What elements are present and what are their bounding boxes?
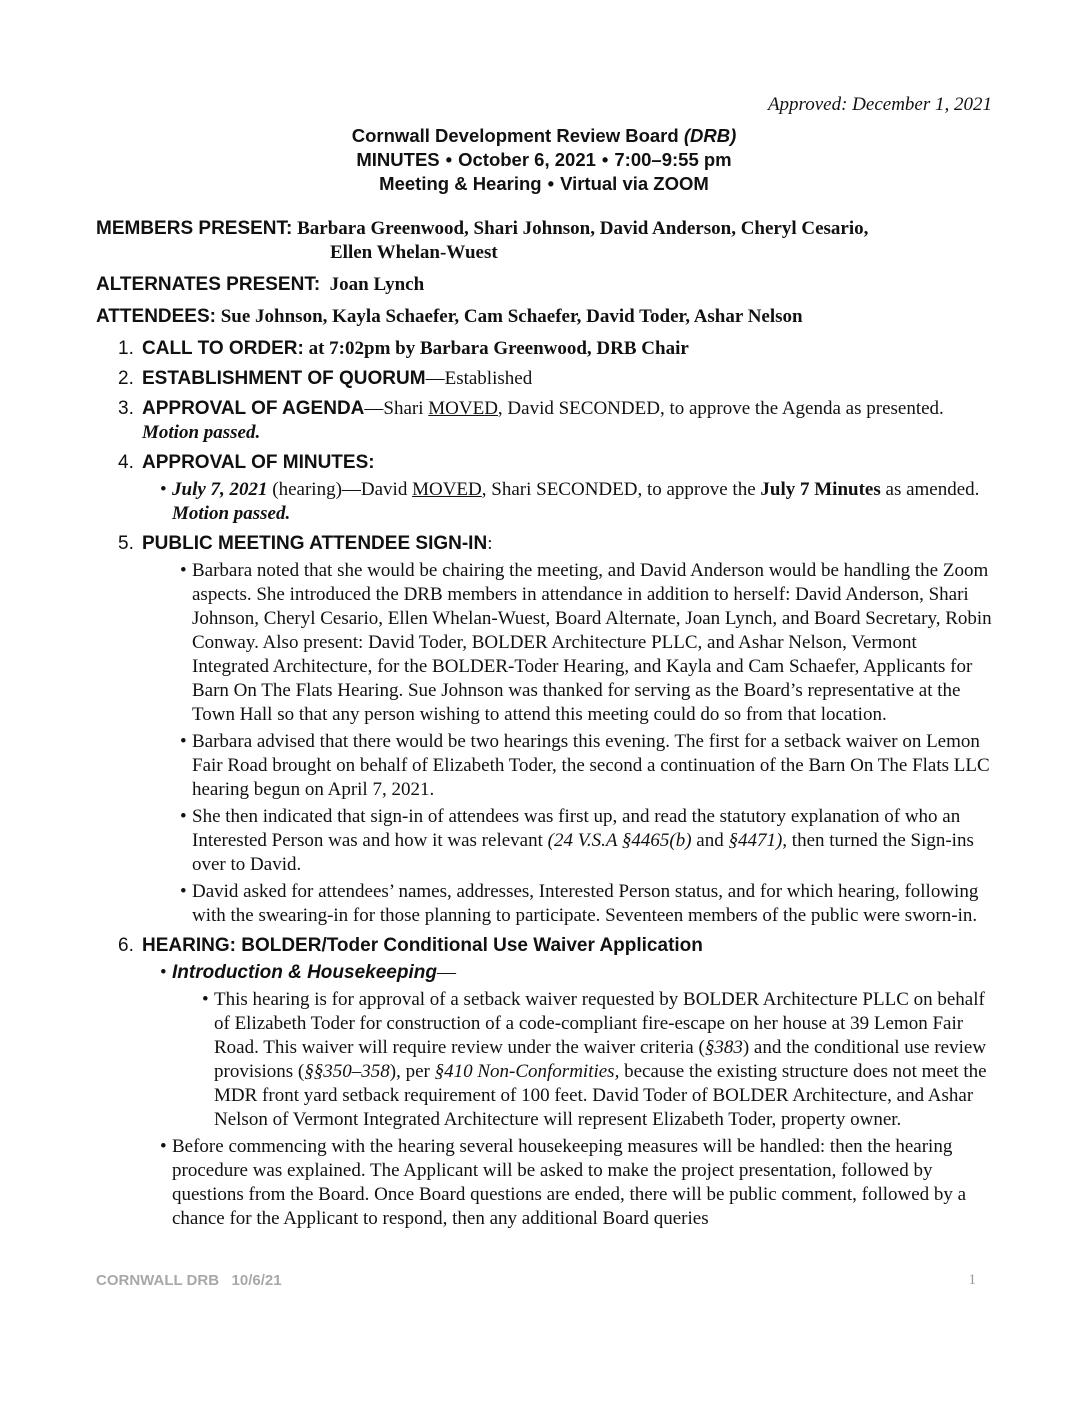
list-item: • She then indicated that sign-in of attendees was first up, and read the statutory explanation of who an Interested Person was and how it was relevant (24 V.S.A §4465(b) and §4471), then turned the Sign-ins over to David. [168, 805, 996, 877]
minutes-body [96, 217, 996, 1237]
title-line-3: Meeting & Hearing • Virtual via ZOOM [379, 173, 709, 194]
agenda-item-hearing: 6. HEARING: BOLDER/Toder Conditional Use Waiver Application • Introduction & Housekeeping— • This hearing is for approval of a setback waiver requested by BOLDER Architecture PLLC on behalf of Elizabeth Toder for construction of a code-compliant fire-escape on her house at 39 Lemon Fair Road. This waiver will require review under the waiver criteria (§383) and the conditional use review provisions (§§350–358), per §410 Non-Conformities, because the existing structure does not meet the MDR front yard setback requirement of 100 feet. David Toder of BOLDER Architecture, and Ashar Nelson of Vermont Integrated Architecture will represent Elizabeth Toder, property owner. • Before commencing with the hearing several housekeeping measures will be handled: then the hearing procedure was explained. The Applicant will be asked to make the project presentation, followed by questions from the Board. Once Board questions are ended, there will be public comment, followed by a chance for the Applicant to respond, then any additional Board queries [96, 934, 996, 1231]
document-title-block [0, 124, 1088, 196]
title-line-2: MINUTES • October 6, 2021 • 7:00–9:55 pm [356, 149, 732, 170]
footer-label: CORNWALL DRB 10/6/21 [96, 1272, 282, 1289]
agenda-item-quorum: 2. ESTABLISHMENT OF QUORUM—Established [118, 368, 533, 389]
hearing-subsection: • Introduction & Housekeeping— [148, 961, 996, 985]
agenda-item-approval-of-minutes: 4. APPROVAL OF MINUTES: • July 7, 2021 (hearing)—David MOVED, Shari SECONDED, to approve the July 7 Minutes as amended. Motion passed. [96, 451, 996, 526]
list-item: • July 7, 2021 (hearing)—David MOVED, Shari SECONDED, to approve the July 7 Minutes as amended. Motion passed. [148, 478, 996, 526]
title-line-1: Cornwall Development Review Board (DRB) [351, 125, 737, 146]
approval-date: Approved: December 1, 2021 [767, 94, 992, 115]
page-footer [96, 1272, 976, 1289]
agenda-item-approval-of-agenda: 3. APPROVAL OF AGENDA—Shari MOVED, David SECONDED, to approve the Agenda as presented. Motion passed. [118, 398, 944, 443]
agenda-item-call-to-order: 1. CALL TO ORDER: at 7:02pm by Barbara Greenwood, DRB Chair [118, 338, 689, 359]
agenda-items [96, 337, 996, 1231]
members-label: MEMBERS PRESENT [96, 218, 287, 239]
alternates-present: ALTERNATES PRESENT: Joan Lynch [96, 274, 425, 295]
members-list: Barbara Greenwood, Shari Johnson, David Anderson, Cheryl Cesario, [297, 218, 869, 239]
attendees: ATTENDEES: Sue Johnson, Kayla Schaefer, Cam Schaefer, David Toder, Ashar Nelson [96, 306, 803, 327]
agenda-item-sign-in: 5. PUBLIC MEETING ATTENDEE SIGN-IN: • Barbara noted that she would be chairing the meeting, and David Anderson would be handling the Zoom aspects. She introduced the DRB members in attendance in addition to herself: David Anderson, Shari Johnson, Cheryl Cesario, Ellen Whelan-Wuest, Board Alternate, Joan Lynch, and Board Secretary, Robin Conway. Also present: David Toder, BOLDER Architecture PLLC, and Ashar Nelson, Vermont Integrated Architecture, for the BOLDER-Toder Hearing, and Kayla and Cam Schaefer, Applicants for Barn On The Flats Hearing. Sue Johnson was thanked for serving as the Board’s representative at the Town Hall so that any person wishing to attend this meeting could do so from that location. • Barbara advised that there would be two hearings this evening. The first for a setback waiver on Lemon Fair Road brought on behalf of Elizabeth Toder, the second a continuation of the Barn On The Flats LLC hearing begun on April 7, 2021. • She then indicated that sign-in of attendees was first up, and read the statutory explanation of who an Interested Person was and how it was relevant (24 V.S.A §4465(b) and §4471), then turned the Sign-ins over to David. • David asked for attendees’ names, addresses, Interested Person status, and for which hearing, following with the swearing-in for those planning to participate. Seventeen members of the public were sworn-in. [96, 532, 996, 928]
list-item: • Barbara advised that there would be two hearings this evening. The first for a setback waiver on Lemon Fair Road brought on behalf of Elizabeth Toder, the second a continuation of the Barn On The Flats LLC hearing begun on April 7, 2021. [168, 730, 996, 802]
list-item: • David asked for attendees’ names, addresses, Interested Person status, and for which hearing, following with the swearing-in for those planning to participate. Seventeen members of the public were sworn-in. [168, 880, 996, 928]
page-number: 1 [968, 1272, 976, 1288]
members-present: MEMBERS PRESENT: Barbara Greenwood, Shari Johnson, David Anderson, Cheryl Cesario, Ellen Whelan-Wuest [96, 218, 869, 263]
list-item: • Before commencing with the hearing several housekeeping measures will be handled: then the hearing procedure was explained. The Applicant will be asked to make the project presentation, followed by questions from the Board. Once Board questions are ended, there will be public comment, followed by a chance for the Applicant to respond, then any additional Board queries [148, 1135, 996, 1231]
members-list-cont: Ellen Whelan-Wuest [330, 242, 498, 263]
list-item: • Barbara noted that she would be chairing the meeting, and David Anderson would be handling the Zoom aspects. She introduced the DRB members in attendance in addition to herself: David Anderson, Shari Johnson, Cheryl Cesario, Ellen Whelan-Wuest, Board Alternate, Joan Lynch, and Board Secretary, Robin Conway. Also present: David Toder, BOLDER Architecture PLLC, and Ashar Nelson, Vermont Integrated Architecture, for the BOLDER-Toder Hearing, and Kayla and Cam Schaefer, Applicants for Barn On The Flats Hearing. Sue Johnson was thanked for serving as the Board’s representative at the Town Hall so that any person wishing to attend this meeting could do so from that location. [168, 559, 996, 727]
list-item: • This hearing is for approval of a setback waiver requested by BOLDER Architecture PLLC on behalf of Elizabeth Toder for construction of a code-compliant fire-escape on her house at 39 Lemon Fair Road. This waiver will require review under the waiver criteria (§383) and the conditional use review provisions (§§350–358), per §410 Non-Conformities, because the existing structure does not meet the MDR front yard setback requirement of 100 feet. David Toder of BOLDER Architecture, and Ashar Nelson of Vermont Integrated Architecture will represent Elizabeth Toder, property owner. [190, 988, 996, 1132]
